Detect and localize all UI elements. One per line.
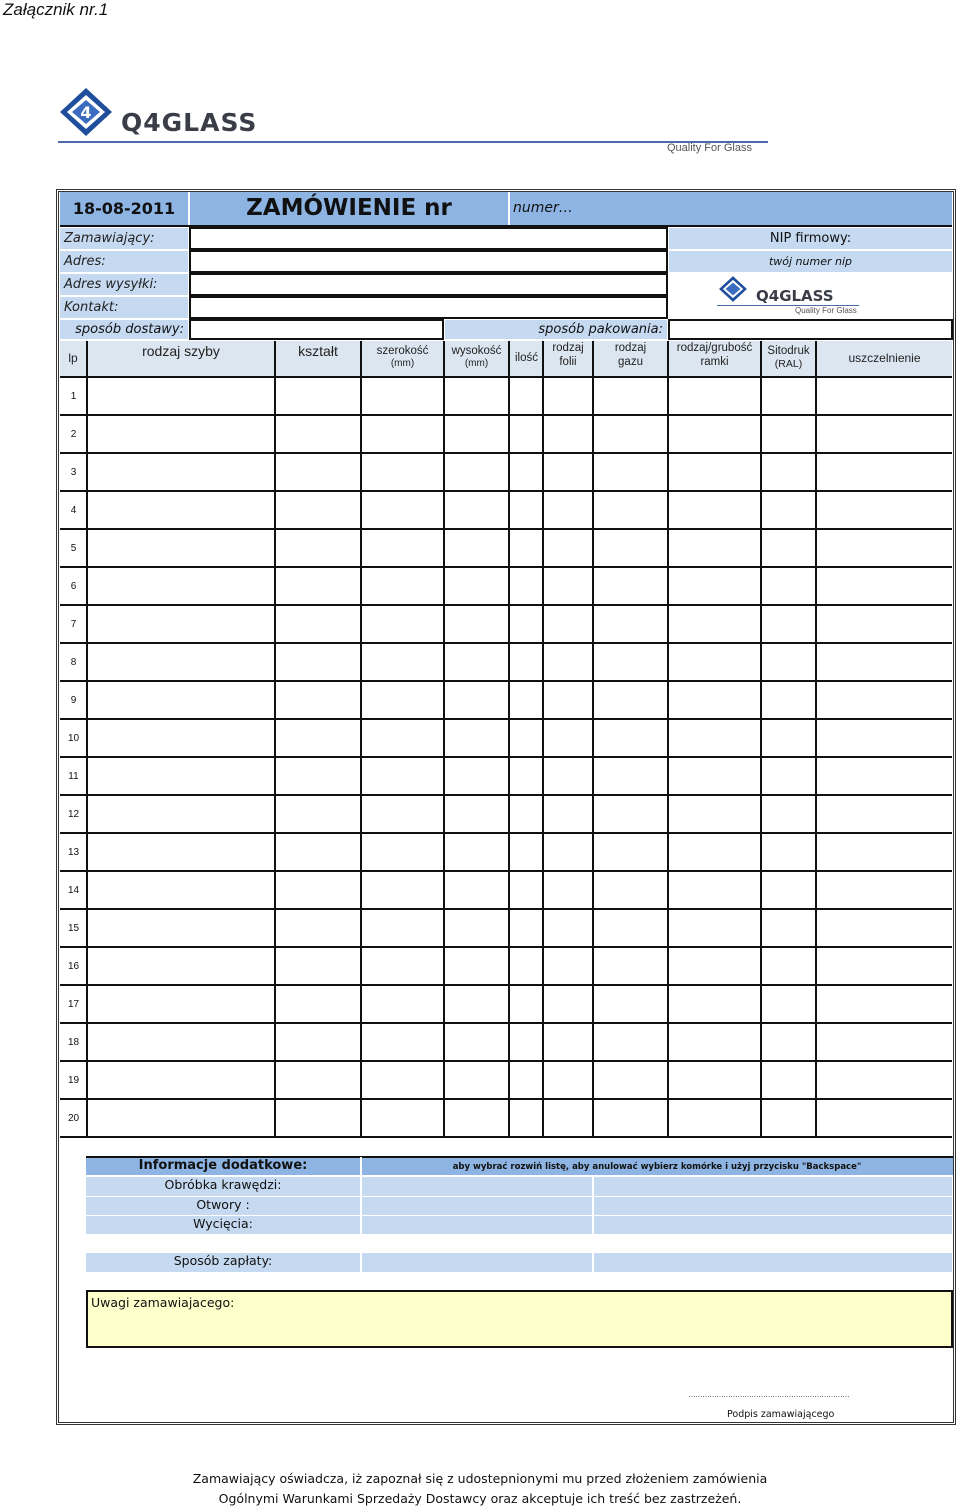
row-number: 9 — [70, 694, 77, 706]
table-row[interactable] — [60, 948, 952, 986]
q4glass-logo-icon — [58, 86, 114, 138]
col-print-line2: (RAL) — [774, 358, 803, 371]
row-number: 15 — [67, 922, 80, 934]
row-number: 19 — [67, 1074, 80, 1086]
col-print-cell — [762, 344, 815, 372]
holes-field-extra[interactable] — [594, 1197, 952, 1215]
small-brand-tagline: Quality For Glass — [795, 306, 857, 315]
payment-field[interactable] — [362, 1253, 592, 1272]
row-number: 18 — [67, 1036, 80, 1048]
col-height: wysokość — [451, 345, 502, 357]
table-row[interactable] — [60, 530, 952, 568]
col-seal: uszczelnienie — [848, 351, 921, 365]
holes-label: Otwory : — [86, 1197, 360, 1215]
col-gas-cell — [594, 341, 667, 370]
table-row[interactable] — [60, 454, 952, 492]
edge-label: Obróbka krawędzi: — [86, 1177, 360, 1196]
table-column-line — [760, 341, 762, 1137]
additional-title: Informacje dodatkowe: — [138, 1158, 308, 1174]
table-row[interactable] — [60, 416, 952, 454]
row-number: 4 — [70, 504, 77, 516]
remarks-label: Uwagi zamawiajacego: — [91, 1295, 235, 1310]
table-row[interactable] — [60, 1062, 952, 1100]
cutouts-field-extra[interactable] — [594, 1216, 952, 1234]
contact-field[interactable] — [189, 296, 668, 319]
row-number: 13 — [67, 846, 80, 858]
svg-text:4: 4 — [80, 103, 92, 122]
col-height-cell — [445, 344, 508, 371]
row-number: 8 — [70, 656, 77, 668]
nip-label: NIP firmowy: — [669, 228, 952, 249]
payment-label: Sposób zapłaty: — [86, 1253, 360, 1272]
order-title: ZAMÓWIENIE nr — [190, 192, 508, 225]
col-frame-line2: ramki — [700, 356, 729, 369]
row-number: 14 — [67, 884, 80, 896]
table-column-line — [443, 341, 445, 1137]
col-width: szerokość — [376, 345, 429, 357]
row-number: 3 — [70, 466, 77, 478]
logo-underline — [58, 141, 768, 143]
col-gas-line1: rodzaj — [614, 342, 647, 354]
signature-dots: …………………………………………………………… — [688, 1390, 849, 1399]
table-row[interactable] — [60, 378, 952, 416]
remarks-field[interactable] — [86, 1290, 953, 1348]
shipping-address-field[interactable] — [189, 273, 668, 296]
table-column-line — [815, 341, 817, 1137]
col-shape: kształt — [298, 343, 338, 359]
row-number: 7 — [70, 618, 77, 630]
signature-label: Podpis zamawiającego — [727, 1409, 835, 1420]
row-number: 6 — [70, 580, 77, 592]
table-row[interactable] — [60, 568, 952, 606]
row-number: 5 — [70, 542, 77, 554]
col-width-unit: (mm) — [390, 358, 415, 370]
table-row[interactable] — [60, 872, 952, 910]
table-column-line — [274, 341, 276, 1137]
table-column-line — [667, 341, 669, 1137]
table-column-line — [592, 341, 594, 1137]
edge-field[interactable] — [362, 1177, 592, 1196]
table-row[interactable] — [60, 1024, 952, 1062]
small-brand-name: Q4GLASS — [756, 287, 834, 305]
table-row[interactable] — [60, 1100, 952, 1138]
table-column-line — [508, 341, 510, 1137]
footer-line-1: Zamawiający oświadcza, iż zapoznał się z udostepnionymi mu przed złożeniem zamówienia — [192, 1471, 768, 1486]
table-row[interactable] — [60, 492, 952, 530]
delivery-field[interactable] — [189, 319, 444, 340]
row-number: 11 — [68, 770, 79, 782]
payment-field-extra[interactable] — [594, 1253, 952, 1272]
col-foil-line2: folii — [559, 356, 577, 369]
table-row[interactable] — [60, 682, 952, 720]
order-number-field[interactable]: numer… — [510, 192, 952, 225]
contact-label: Kontakt: — [60, 297, 188, 318]
table-row[interactable] — [60, 910, 952, 948]
row-number: 16 — [67, 960, 80, 972]
table-row[interactable] — [60, 834, 952, 872]
nip-field[interactable]: twój numer nip — [669, 251, 952, 272]
attachment-label: Załącznik nr.1 — [3, 0, 109, 19]
table-column-line — [542, 341, 544, 1137]
row-number: 2 — [70, 428, 77, 440]
ordering-label: Zamawiający: — [60, 228, 188, 249]
col-frame-line1: rodzaj/grubość — [676, 342, 753, 354]
ordering-field[interactable] — [189, 227, 668, 250]
address-label: Adres: — [60, 251, 188, 272]
cutouts-label: Wycięcia: — [86, 1216, 360, 1234]
order-date[interactable]: 18-08-2011 — [60, 192, 188, 225]
row-number: 1 — [70, 390, 77, 402]
row-number: 10 — [67, 732, 80, 744]
address-field[interactable] — [189, 250, 668, 273]
shipping-address-label: Adres wysyłki: — [60, 274, 188, 295]
col-gas-line2: gazu — [618, 356, 643, 369]
table-row[interactable] — [60, 796, 952, 834]
col-lp: lp — [68, 351, 78, 365]
col-height-unit: (mm) — [464, 358, 489, 370]
additional-hint: aby wybrać rozwiń listę, aby anulować wybierz komórke i użyj przycisku "Backspace" — [452, 1161, 862, 1172]
col-print-line1: Sitodruk — [767, 345, 810, 357]
delivery-label: sposób dostawy: — [60, 320, 188, 339]
row-number: 20 — [67, 1112, 80, 1124]
q4glass-small-logo-icon — [718, 274, 748, 304]
col-glass-type: rodzaj szyby — [142, 343, 220, 359]
table-row[interactable] — [60, 986, 952, 1024]
table-row[interactable] — [60, 644, 952, 682]
brand-name: Q4GLASS — [121, 108, 258, 137]
col-qty: ilość — [514, 352, 538, 365]
table-column-line — [86, 341, 88, 1137]
row-number: 12 — [67, 808, 80, 820]
col-width-cell — [362, 344, 443, 371]
packing-label: sposób pakowania: — [445, 320, 667, 339]
table-row[interactable] — [60, 720, 952, 758]
cutouts-field[interactable] — [362, 1216, 592, 1234]
row-number: 17 — [67, 998, 80, 1010]
table-row[interactable] — [60, 758, 952, 796]
footer-line-2: Ogólnymi Warunkami Sprzedaży Dostawcy oraz akceptuje ich treść bez zastrzeżeń. — [218, 1491, 742, 1506]
table-column-line — [360, 341, 362, 1137]
packing-field[interactable] — [668, 319, 953, 340]
edge-field-extra[interactable] — [594, 1177, 952, 1196]
col-foil-line1: rodzaj — [552, 342, 584, 354]
brand-tagline: Quality For Glass — [667, 142, 752, 154]
col-foil-cell — [544, 341, 592, 370]
table-row[interactable] — [60, 606, 952, 644]
holes-field[interactable] — [362, 1197, 592, 1215]
col-frame-cell — [669, 341, 760, 370]
